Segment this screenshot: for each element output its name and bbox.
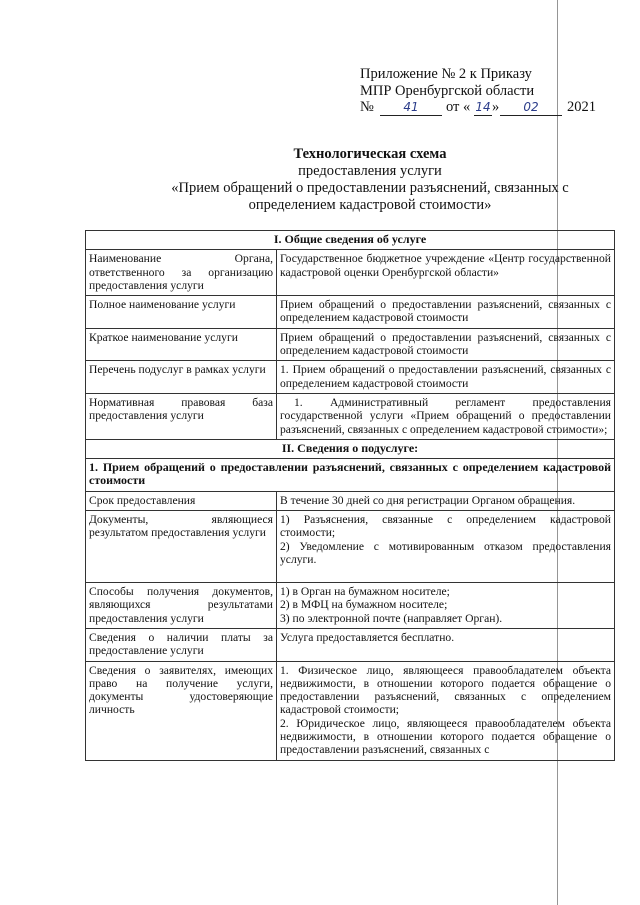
- row-value-applicants: [277, 661, 615, 760]
- order-year: 2021: [567, 99, 596, 115]
- table-row: [86, 328, 615, 361]
- table-row: [86, 511, 615, 583]
- row-value-line: 2. Юридическое лицо, являющееся правообладателем объекта недвижимости, в отношении которого подается обращение о предоставлении разъяснений, связанных с: [280, 716, 611, 757]
- order-month-handwritten: 02: [523, 100, 539, 114]
- row-value-full-name: Прием обращений о предоставлении разъяснений, связанных с определением кадастровой стоимости: [277, 296, 615, 329]
- order-number-line: [360, 99, 600, 119]
- row-value-line: 1. Физическое лицо, являющееся правообладателем объекта недвижимости, в отношении которого подается обращение о предоставлении разъяснений, связанных с определением кадастровой стоимости;: [280, 663, 611, 717]
- appendix-line-2: МПР Оренбургской области: [360, 83, 535, 99]
- row-label-fee: Сведения о наличии платы за предоставление услуги: [86, 628, 277, 661]
- row-value-delivery-methods: [277, 583, 615, 629]
- row-value-line: Услуга предоставляется бесплатно.: [280, 630, 455, 644]
- document-title: [90, 146, 640, 214]
- table-row: [86, 661, 615, 760]
- row-value-line: В течение 30 дней со дня регистрации Органом обращения.: [280, 493, 576, 507]
- row-value-result-docs: [277, 511, 615, 583]
- title-line-1: Технологическая схема: [293, 146, 447, 162]
- row-value-authority: Государственное бюджетное учреждение «Центр государственной кадастровой оценки Оренбургской области»: [277, 250, 615, 296]
- title-line-4: определением кадастровой стоимости»: [248, 197, 492, 213]
- order-day-handwritten: 14: [475, 100, 491, 114]
- order-month-field: [500, 99, 562, 116]
- row-label-delivery-methods: Способы получения документов, являющихся результатами предоставления услуги: [86, 583, 277, 629]
- row-value-line: 1) в Орган на бумажном носителе;: [280, 585, 450, 599]
- row-value-line: 2) в МФЦ на бумажном носителе;: [280, 598, 448, 612]
- section-2-heading-row: [86, 439, 615, 458]
- order-from-label: от «: [446, 99, 471, 115]
- row-label-applicants: Сведения о заявителях, имеющих право на получение услуги, документы удостоверяющие личность: [86, 661, 277, 760]
- table-row: [86, 583, 615, 629]
- order-close-quote: »: [492, 99, 500, 115]
- order-no-field: [380, 99, 442, 116]
- row-value-term: [277, 491, 615, 510]
- row-label-result-docs: Документы, являющиеся результатом предоставления услуги: [86, 511, 277, 583]
- table-row: [86, 250, 615, 296]
- table-row: [86, 296, 615, 329]
- table-row: [86, 628, 615, 661]
- row-value-line: 2) Уведомление с мотивированным отказом предоставления услуги.: [280, 539, 611, 566]
- order-no-handwritten: 41: [403, 100, 419, 114]
- row-label-full-name: Полное наименование услуги: [86, 296, 277, 329]
- appendix-header: [360, 66, 534, 100]
- order-day-field: [474, 99, 492, 116]
- section-1-heading-row: [86, 231, 615, 250]
- table-row: [86, 361, 615, 394]
- subservice-heading-row: [86, 459, 615, 492]
- row-value-subservices: 1. Прием обращений о предоставлении разъяснений, связанных с определением кадастровой стоимости: [277, 361, 615, 394]
- table-row: [86, 393, 615, 439]
- subservice-heading: 1. Прием обращений о предоставлении разъяснений, связанных с определением кадастровой стоимости: [86, 459, 615, 492]
- row-value-line: 3) по электронной почте (направляет Орган).: [280, 611, 503, 625]
- row-value-short-name: Прием обращений о предоставлении разъяснений, связанных с определением кадастровой стоимости: [277, 328, 615, 361]
- row-value-fee: [277, 628, 615, 661]
- row-value-legal-basis: 1. Административный регламент предоставления государственной услуги «Прием обращений о предоставлении разъяснений, связанных с определением кадастровой стоимости»;: [277, 393, 615, 439]
- row-label-short-name: Краткое наименование услуги: [86, 328, 277, 361]
- row-value-line: 1) Разъяснения, связанные с определением кадастровой стоимости;: [280, 513, 611, 540]
- title-line-3: «Прием обращений о предоставлении разъяснений, связанных с: [171, 180, 569, 196]
- title-line-2: предоставления услуги: [298, 163, 442, 179]
- section-2-heading: II. Сведения о подуслуге:: [86, 439, 615, 458]
- technology-schema-table: [85, 230, 615, 761]
- order-no-label: №: [360, 99, 374, 115]
- table-row: [86, 491, 615, 510]
- row-label-subservices: Перечень подуслуг в рамках услуги: [86, 361, 277, 394]
- section-1-heading: I. Общие сведения об услуге: [86, 231, 615, 250]
- row-label-legal-basis: Нормативная правовая база предоставления услуги: [86, 393, 277, 439]
- appendix-line-1: Приложение № 2 к Приказу: [360, 66, 532, 82]
- row-label-term: Срок предоставления: [86, 491, 277, 510]
- row-label-authority: Наименование Органа, ответственного за организацию предоставления услуги: [86, 250, 277, 296]
